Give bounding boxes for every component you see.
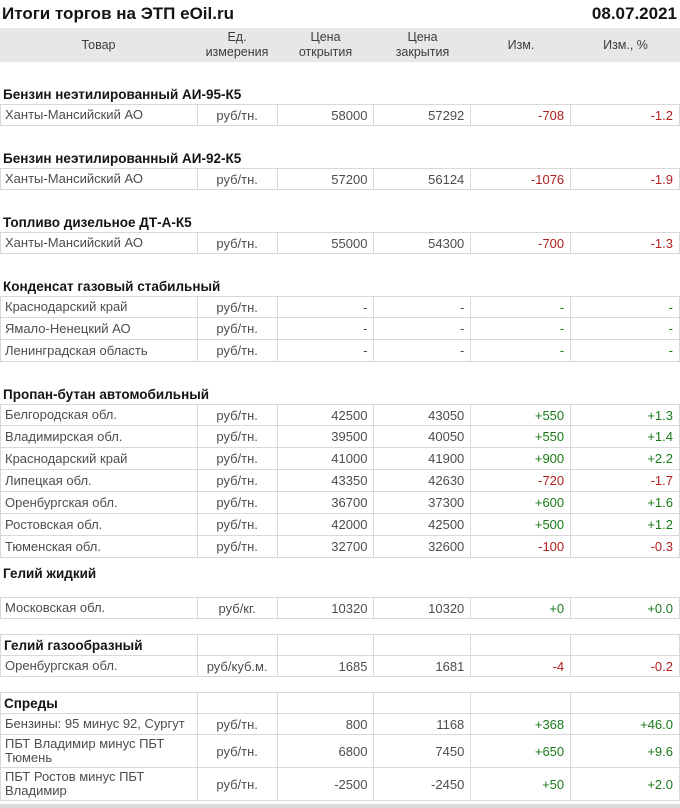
empty-header-cell [198,635,278,655]
cell-close-price: 42500 [374,514,471,535]
cell-change: -700 [471,233,571,253]
cell-change-pct: - [571,340,680,361]
cell-change: +550 [471,426,571,447]
title-bar [0,0,680,28]
cell-product: Владимирская обл. [1,426,198,447]
section-header-row [0,148,680,168]
cell-change: -4 [471,656,571,676]
empty-header-cell [278,635,375,655]
section-rows [0,232,680,254]
cell-product: Ленинградская область [1,340,198,361]
column-header-close-price: Цена закрытия [395,30,450,59]
cell-unit: руб/тн. [198,536,278,557]
cell-close-price: 40050 [374,426,471,447]
column-header-unit: Ед. измерения [205,30,269,59]
cell-product: Липецкая обл. [1,470,198,491]
table-row [0,232,680,254]
table-row [0,768,680,801]
cell-change-pct: +0.0 [571,598,680,618]
cell-open-price: -2500 [278,768,375,800]
cell-open-price: 55000 [278,233,375,253]
commodity-section [0,384,680,558]
cell-open-price: 36700 [278,492,375,513]
section-title: Гелий газообразный [4,637,143,653]
cell-open-price: 6800 [278,735,375,767]
cell-product: Краснодарский край [1,297,198,317]
table-row [0,713,680,735]
table-row [0,448,680,470]
cell-unit: руб/тн. [198,340,278,361]
cell-product: Оренбургская обл. [1,492,198,513]
footer-bar [0,804,680,808]
cell-change: +900 [471,448,571,469]
cell-change: - [471,318,571,339]
cell-product: ПБТ Владимир минус ПБТ Тюмень [1,735,198,767]
cell-product: Ростовская обл. [1,514,198,535]
table-row [0,735,680,768]
cell-close-price: 10320 [374,598,471,618]
cell-unit: руб/тн. [198,405,278,425]
section-title: Конденсат газовый стабильный [3,278,221,294]
cell-change-pct: +46.0 [571,714,680,734]
section-title: Топливо дизельное ДТ-А-К5 [3,214,192,230]
cell-product: Оренбургская обл. [1,656,198,676]
cell-close-price: 32600 [374,536,471,557]
cell-unit: руб/тн. [198,492,278,513]
cell-open-price: 1685 [278,656,375,676]
cell-unit: руб/тн. [198,169,278,189]
cell-close-price: 1681 [374,656,471,676]
cell-close-price: 43050 [374,405,471,425]
section-rows [0,713,680,801]
cell-change: - [471,340,571,361]
cell-unit: руб/тн. [198,514,278,535]
cell-change-pct: +2.0 [571,768,680,800]
empty-header-cell [278,693,375,713]
cell-change-pct: +1.4 [571,426,680,447]
cell-change: +0 [471,598,571,618]
table-row [0,426,680,448]
cell-unit: руб/куб.м. [198,656,278,676]
cell-unit: руб/тн. [198,448,278,469]
commodity-section [0,212,680,254]
section-rows [0,655,680,677]
cell-close-price: - [374,318,471,339]
section-title: Спреды [4,695,58,711]
cell-close-price: 1168 [374,714,471,734]
section-rows [0,168,680,190]
cell-unit: руб/тн. [198,714,278,734]
cell-change: +50 [471,768,571,800]
table-row [0,318,680,340]
table-row [0,492,680,514]
cell-change: -708 [471,105,571,125]
empty-header-cell [471,635,571,655]
section-rows [0,597,680,619]
empty-header-cell [471,693,571,713]
cell-change: +550 [471,405,571,425]
cell-open-price: - [278,340,375,361]
cell-close-price: 42630 [374,470,471,491]
cell-change-pct: -1.9 [571,169,680,189]
cell-open-price: - [278,297,375,317]
cell-product: Московская обл. [1,598,198,618]
cell-open-price: 58000 [278,105,375,125]
cell-close-price: 7450 [374,735,471,767]
table-row [0,296,680,318]
cell-change-pct: +1.2 [571,514,680,535]
cell-change-pct: - [571,297,680,317]
section-title: Бензин неэтилированный АИ-95-К5 [3,86,242,102]
commodity-section [0,276,680,362]
column-header-open-price: Цена открытия [298,30,353,59]
empty-header-cell [571,635,680,655]
cell-change: -1076 [471,169,571,189]
cell-change: +500 [471,514,571,535]
table-row [0,536,680,558]
cell-open-price: 32700 [278,536,375,557]
section-rows [0,104,680,126]
cell-open-price: - [278,318,375,339]
cell-change: -720 [471,470,571,491]
table-row [0,514,680,536]
cell-unit: руб/кг. [198,598,278,618]
cell-product: ПБТ Ростов минус ПБТ Владимир [1,768,198,800]
cell-change-pct: +1.3 [571,405,680,425]
cell-open-price: 10320 [278,598,375,618]
cell-unit: руб/тн. [198,318,278,339]
table-row [0,404,680,426]
table-body [0,84,680,801]
commodity-section [0,84,680,126]
column-header-change: Изм. [507,37,535,52]
empty-header-cell [571,693,680,713]
cell-open-price: 41000 [278,448,375,469]
empty-header-cell [374,635,471,655]
cell-product: Ямало-Ненецкий АО [1,318,198,339]
section-header-row [0,384,680,404]
table-row [0,168,680,190]
column-header-row [0,28,680,62]
cell-close-price: 56124 [374,169,471,189]
cell-product: Бензины: 95 минус 92, Сургут [1,714,198,734]
cell-unit: руб/тн. [198,768,278,800]
empty-header-cell [374,693,471,713]
section-header-row [0,692,680,713]
cell-close-price: 37300 [374,492,471,513]
cell-unit: руб/тн. [198,233,278,253]
section-title: Гелий жидкий [3,565,97,581]
cell-open-price: 42000 [278,514,375,535]
cell-close-price: 57292 [374,105,471,125]
report-date: 08.07.2021 [591,4,677,23]
section-rows [0,296,680,362]
cell-unit: руб/тн. [198,470,278,491]
cell-change: - [471,297,571,317]
cell-change: +650 [471,735,571,767]
cell-change-pct: +2.2 [571,448,680,469]
cell-close-price: -2450 [374,768,471,800]
table-row [0,104,680,126]
cell-open-price: 39500 [278,426,375,447]
cell-product: Ханты-Мансийский АО [1,233,198,253]
cell-change-pct: - [571,318,680,339]
section-rows [0,404,680,558]
commodity-section [0,692,680,801]
cell-close-price: - [374,297,471,317]
section-title: Пропан-бутан автомобильный [3,386,210,402]
cell-product: Ханты-Мансийский АО [1,169,198,189]
cell-product: Краснодарский край [1,448,198,469]
cell-open-price: 42500 [278,405,375,425]
cell-change-pct: +1.6 [571,492,680,513]
cell-unit: руб/тн. [198,105,278,125]
cell-change-pct: -0.2 [571,656,680,676]
cell-change-pct: -1.2 [571,105,680,125]
cell-change-pct: -0.3 [571,536,680,557]
section-header-row [0,84,680,104]
column-header-change-pct: Изм., % [603,37,648,52]
commodity-section [0,148,680,190]
cell-change-pct: -1.7 [571,470,680,491]
cell-change: +368 [471,714,571,734]
cell-open-price: 800 [278,714,375,734]
section-header-row [0,212,680,232]
table-row [0,597,680,619]
cell-change: +600 [471,492,571,513]
cell-unit: руб/тн. [198,297,278,317]
section-header-row [0,634,680,655]
section-header-row [0,563,680,583]
cell-product: Тюменская обл. [1,536,198,557]
table-row [0,340,680,362]
cell-unit: руб/тн. [198,426,278,447]
empty-header-cell [198,693,278,713]
cell-close-price: - [374,340,471,361]
commodity-section [0,634,680,677]
section-title-cell [1,693,198,713]
cell-change: -100 [471,536,571,557]
cell-change-pct: -1.3 [571,233,680,253]
cell-change-pct: +9.6 [571,735,680,767]
cell-product: Белгородская обл. [1,405,198,425]
column-header-product: Товар [81,37,116,52]
cell-open-price: 57200 [278,169,375,189]
cell-unit: руб/тн. [198,735,278,767]
table-row [0,655,680,677]
cell-product: Ханты-Мансийский АО [1,105,198,125]
cell-open-price: 43350 [278,470,375,491]
section-title: Бензин неэтилированный АИ-92-К5 [3,150,242,166]
page-title: Итоги торгов на ЭТП eOil.ru [2,4,234,23]
section-header-row [0,276,680,296]
commodity-section [0,563,680,619]
table-row [0,470,680,492]
cell-close-price: 41900 [374,448,471,469]
section-spacer [0,583,680,597]
cell-close-price: 54300 [374,233,471,253]
section-title-cell [1,635,198,655]
